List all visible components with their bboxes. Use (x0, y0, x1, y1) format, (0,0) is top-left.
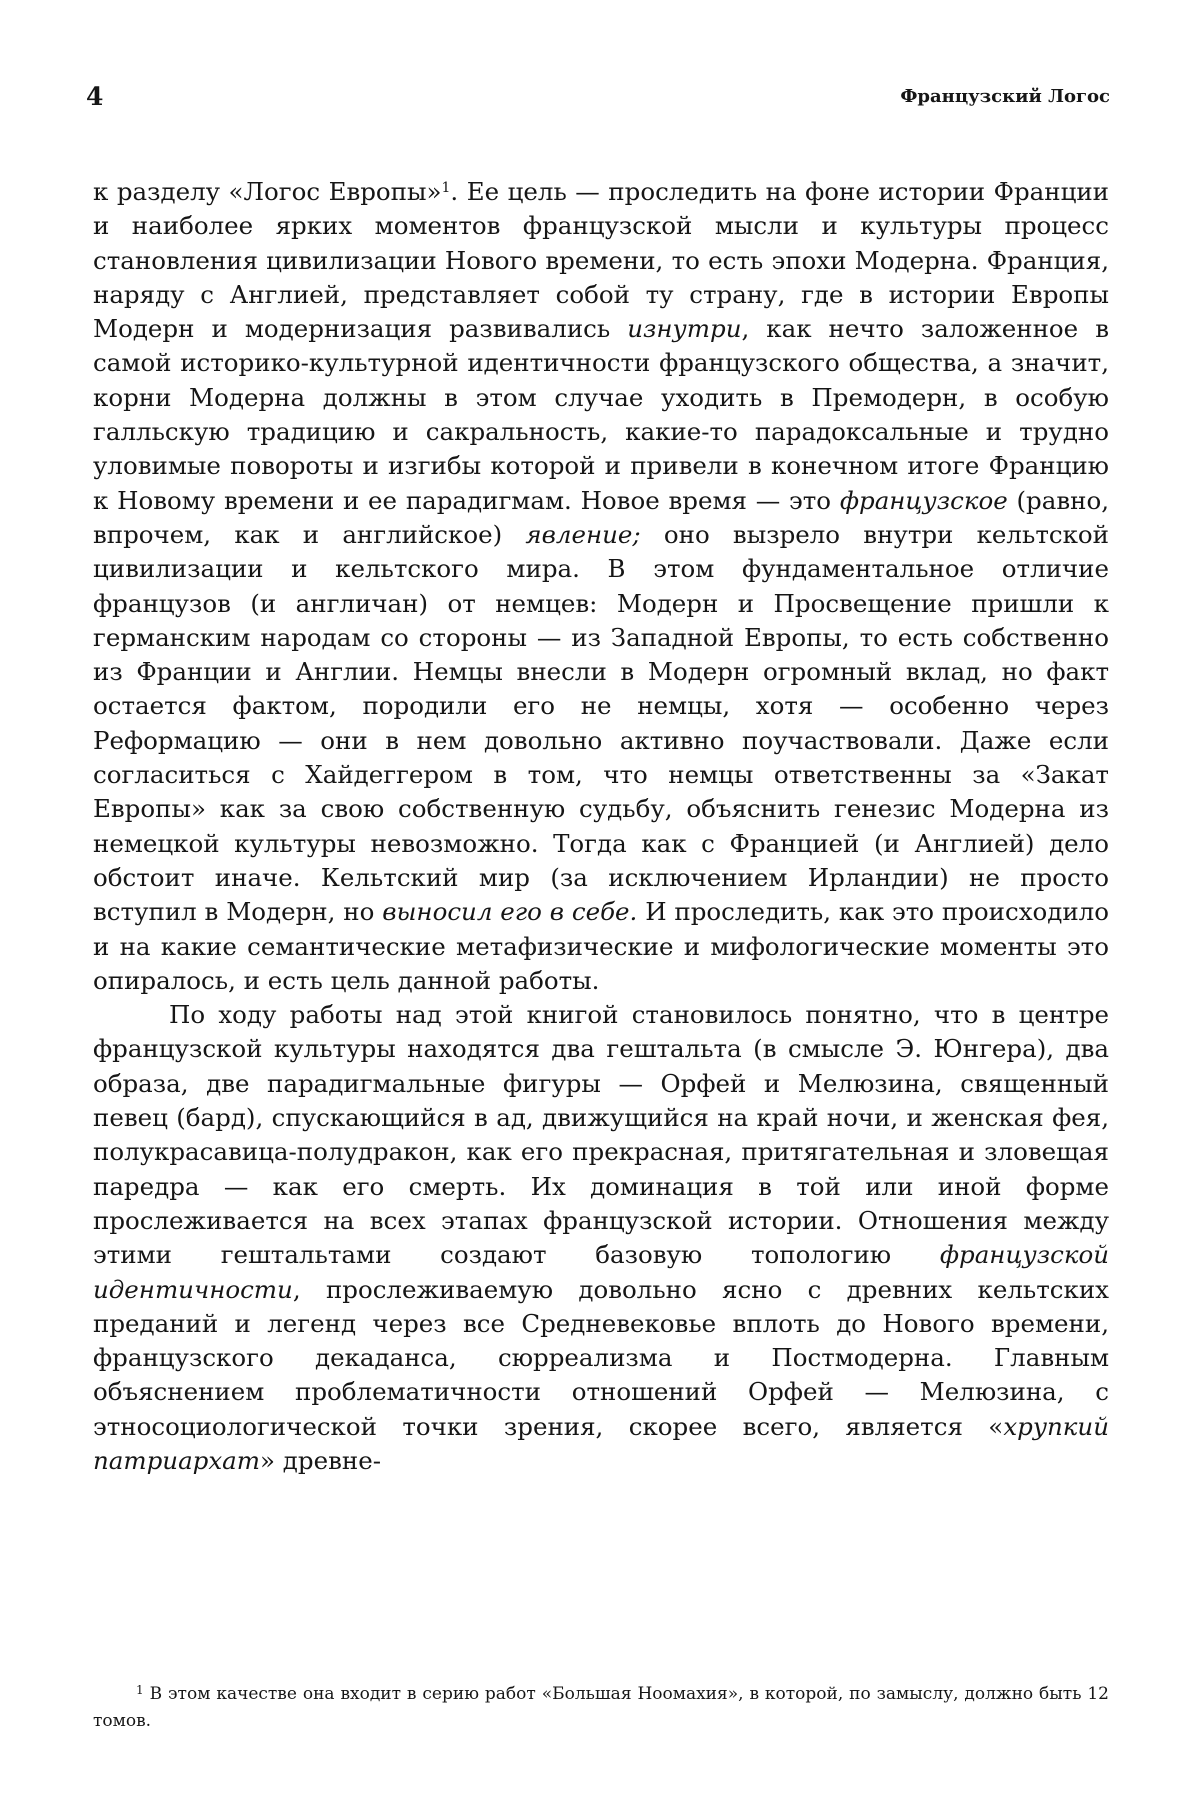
paragraph-1 (93, 175, 1109, 998)
text-run: И проследить, как это происходило и на какие семантические метафизические и мифологические моменты это опиралось, и есть цель данной работы. (93, 897, 1109, 995)
text-run: » древне- (260, 1445, 381, 1475)
emphasis: выносил его в себе. (382, 897, 638, 927)
page-header (86, 82, 1110, 122)
footnote-text: В этом качестве она входит в серию работ «Большая Ноомахия», в которой, по замыслу, должно быть 12 томов. (93, 1684, 1109, 1731)
text-run: оно вызрело внутри кельтской цивилизации и кельтского мира. В этом фундаментальное отличие французов (и англичан) от немцев: Модерн и Просвещение пришли к германским народам со стороны — из Западной Европы, то есть собственно из Франции и Англии. Немцы внесли в Модерн огромный вклад, но факт остается фактом, породили его не немцы, хотя — особенно через Реформацию — они в нем довольно активно поучаствовали. Даже если согласиться с Хайдеггером в том, что немцы ответственны за «Закат Европы» как за свою собственную судьбу, объяснить генезис Модерна из немецкой культуры невозможно. Тогда как с Францией (и Англией) дело обстоит иначе. Кельтский мир (за исключением Ирландии) не просто вступил в Модерн, но (93, 519, 1109, 927)
page-number: 4 (86, 82, 104, 111)
text-run: , прослеживаемую довольно ясно с древних кельтских преданий и легенд через все Средневековье вплоть до Нового времени, французского декаданса, сюрреализма и Постмодерна. Главным объяснением проблематичности отношений Орфей — Мелюзина, с этносоциологической точки зрения, скорее всего, является « (93, 1274, 1109, 1441)
emphasis: изнутри (627, 314, 742, 344)
footnote-reference[interactable]: 1 (441, 180, 451, 196)
emphasis: явление; (525, 519, 641, 549)
footnote (93, 1681, 1109, 1735)
emphasis: французское (839, 485, 1008, 515)
footnote-mark: 1 (136, 1683, 144, 1697)
emphasis: хрупкий патриархат (93, 1411, 1109, 1475)
emphasis: французской идентичности (93, 1240, 1109, 1304)
text-run: к разделу «Логос Европы» (93, 177, 442, 206)
text-run: . Ее цель — проследить на фоне истории Франции и наиболее ярких моментов французской мысли и культуры процесс становления цивилизации Нового времени, то есть эпохи Модерна. Франция, наряду с Англией, представляет собой ту страну, где в истории Европы Модерн и модернизация развивались (93, 177, 1109, 344)
running-title: Французский Логос (900, 86, 1110, 107)
main-text (93, 175, 1109, 1478)
text-run: По ходу работы над этой книгой становилось понятно, что в центре французской культуры находятся два гештальта (в смысле Э. Юнгера), два образа, две парадигмальные фигуры — Орфей и Мелюзина, священный певец (бард), спускающийся в ад, движущийся на край ночи, и женская фея, полукрасавица-полудракон, как его прекрасная, притягательная и зловещая паредра — как его смерть. Их доминация в той или иной форме прослеживается на всех этапах французской истории. Отношения между этими гештальтами создают базовую топологию (93, 1000, 1109, 1270)
text-run: , как нечто заложенное в самой историко-культурной идентичности французского общества, а значит, корни Модерна должны в этом случае уходить в Премодерн, в особую галльскую традицию и сакральность, какие-то парадоксальные и трудно уловимые повороты и изгибы которой и привели в конечном итоге Францию к Новому времени и ее парадигмам. Новое время — это (93, 314, 1109, 515)
paragraph-2 (93, 998, 1109, 1478)
text-run: (равно, впрочем, как и английское) (93, 485, 1109, 549)
